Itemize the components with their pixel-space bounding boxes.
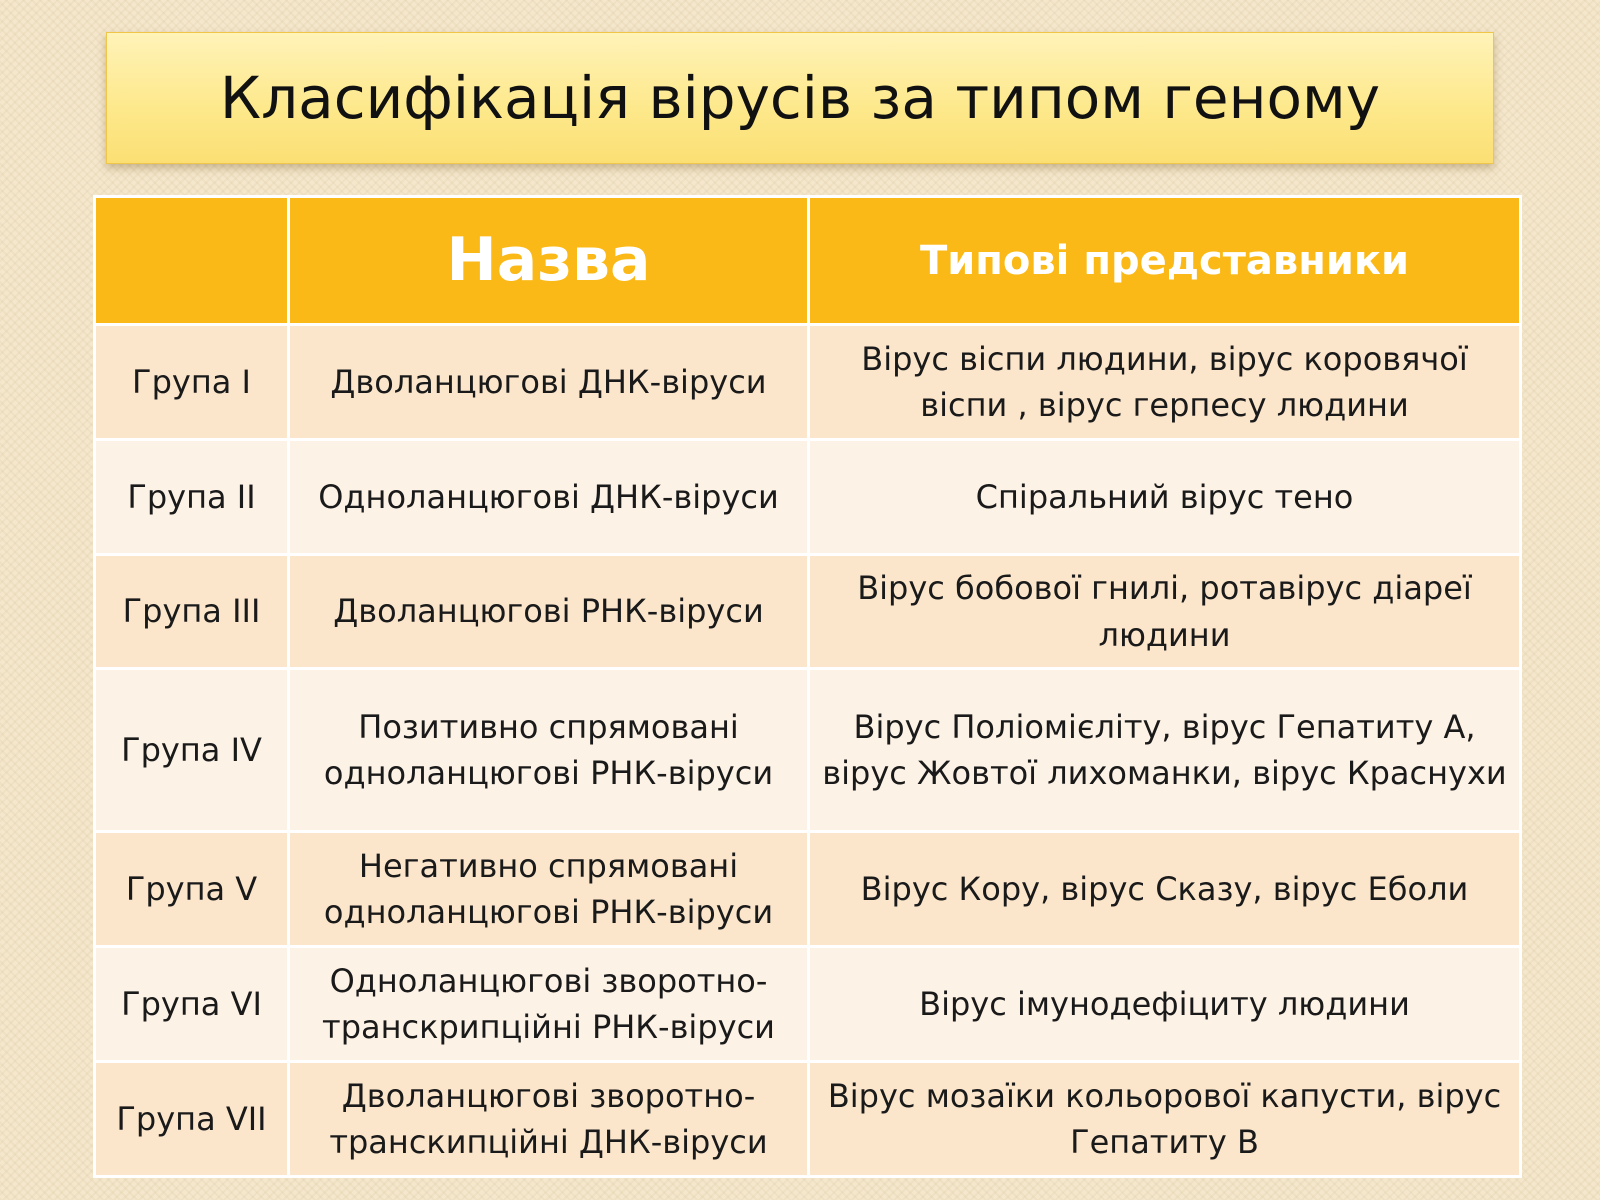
table-row bbox=[95, 946, 1521, 1061]
name-cell: Позитивно спрямовані одноланцюгові РНК-віруси bbox=[289, 669, 809, 832]
name-cell: Одноланцюгові ДНК-віруси bbox=[289, 440, 809, 555]
name-cell: Дволанцюгові зворотно-транскипційні ДНК-віруси bbox=[289, 1061, 809, 1176]
group-cell: Група V bbox=[95, 831, 289, 946]
classification-table bbox=[93, 195, 1522, 1178]
table-row bbox=[95, 831, 1521, 946]
table-row bbox=[95, 669, 1521, 832]
group-cell: Група III bbox=[95, 555, 289, 669]
table-row bbox=[95, 1061, 1521, 1176]
examples-cell: Вірус імунодефіциту людини bbox=[809, 946, 1521, 1061]
header-group bbox=[95, 197, 289, 325]
table-row bbox=[95, 325, 1521, 440]
group-cell: Група VII bbox=[95, 1061, 289, 1176]
examples-cell: Вірус мозаїки кольорової капусти, вірус Гепатиту В bbox=[809, 1061, 1521, 1176]
group-cell: Група I bbox=[95, 325, 289, 440]
table-row bbox=[95, 440, 1521, 555]
examples-cell: Вірус Кору, вірус Сказу, вірус Еболи bbox=[809, 831, 1521, 946]
header-representatives: Типові представники bbox=[809, 197, 1521, 325]
table-header-row bbox=[95, 197, 1521, 325]
name-cell: Негативно спрямовані одноланцюгові РНК-віруси bbox=[289, 831, 809, 946]
name-cell: Одноланцюгові зворотно-транскрипційні РНК-віруси bbox=[289, 946, 809, 1061]
examples-cell: Вірус бобової гнилі, ротавірус діареї людини bbox=[809, 555, 1521, 669]
examples-cell: Спіральний вірус тено bbox=[809, 440, 1521, 555]
group-cell: Група II bbox=[95, 440, 289, 555]
name-cell: Дволанцюгові ДНК-віруси bbox=[289, 325, 809, 440]
examples-cell: Вірус віспи людини, вірус коровячої віспи , вірус герпесу людини bbox=[809, 325, 1521, 440]
name-cell: Дволанцюгові РНК-віруси bbox=[289, 555, 809, 669]
page-title: Класифікація вірусів за типом геному bbox=[219, 64, 1381, 132]
group-cell: Група VI bbox=[95, 946, 289, 1061]
examples-cell: Вірус Поліомієліту, вірус Гепатиту А, вірус Жовтої лихоманки, вірус Краснухи bbox=[809, 669, 1521, 832]
group-cell: Група IV bbox=[95, 669, 289, 832]
header-name: Назва bbox=[289, 197, 809, 325]
table-row bbox=[95, 555, 1521, 669]
classification-table-container bbox=[93, 195, 1519, 1178]
title-banner bbox=[106, 32, 1494, 164]
